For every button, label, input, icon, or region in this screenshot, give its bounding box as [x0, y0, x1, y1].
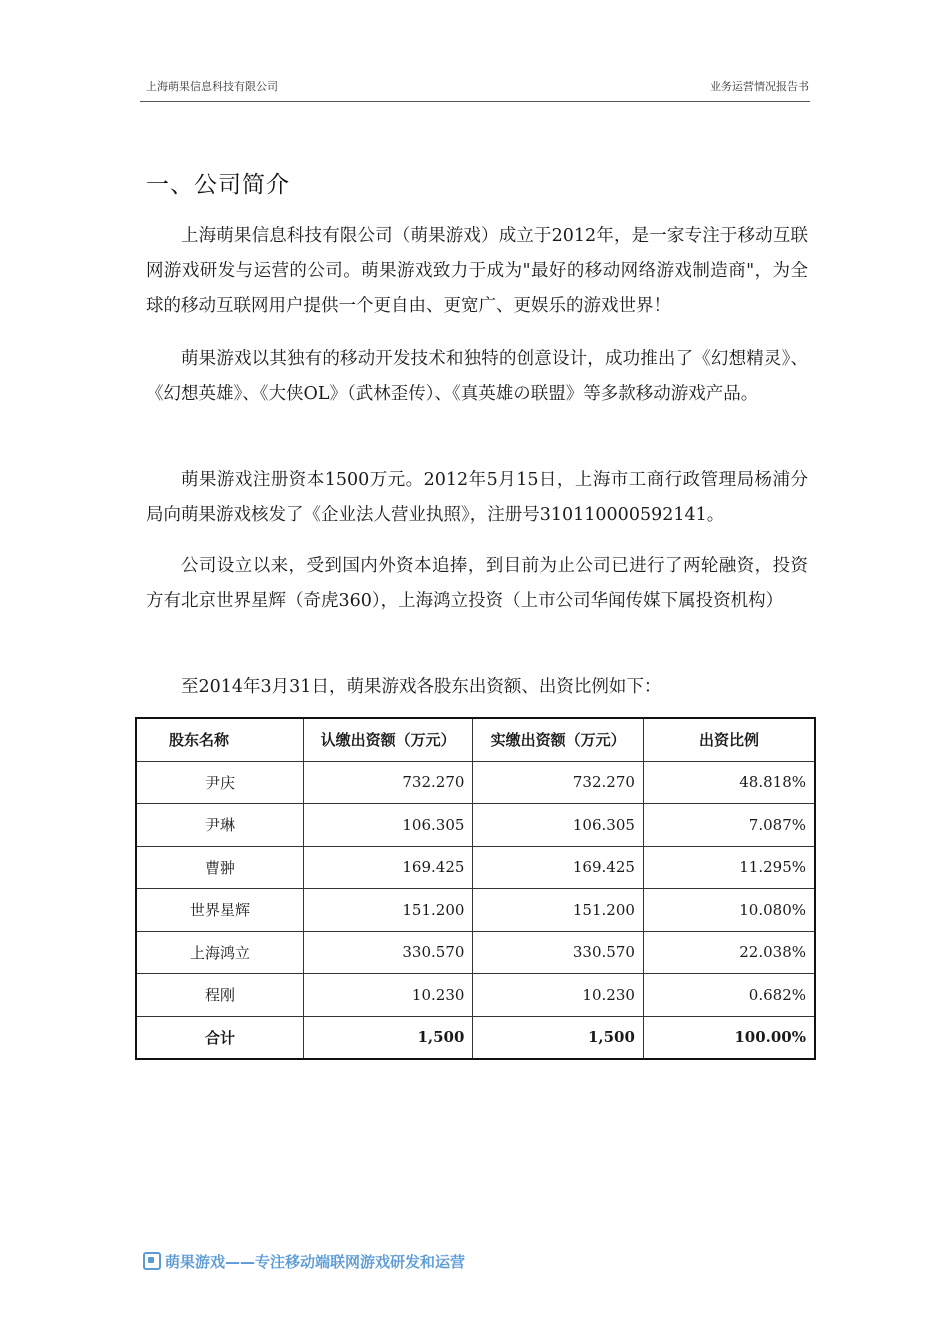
- intro-paragraph-1: [146, 219, 808, 324]
- table-row: [136, 846, 815, 889]
- cell-total-ratio: 100.00%: [643, 1016, 815, 1059]
- cell-ratio: 0.682%: [643, 974, 815, 1017]
- cell-ratio: 10.080%: [643, 889, 815, 932]
- table-total-row: [136, 1016, 815, 1059]
- cell-subscribed: 732.270: [303, 761, 473, 804]
- paragraph-text: 上海萌果信息科技有限公司（萌果游戏）成立于2012年，是一家专注于移动互联网游戏研发与运营的公司。萌果游戏致力于成为"最好的移动网络游戏制造商"，为全球的移动互联网用户提供一个更自由、更宽广、更娱乐的游戏世界！: [146, 226, 808, 316]
- cell-subscribed: 330.570: [303, 931, 473, 974]
- intro-paragraph-3: [146, 463, 808, 533]
- cell-subscribed: 151.200: [303, 889, 473, 932]
- cell-paid: 10.230: [473, 974, 644, 1017]
- header-company: 上海萌果信息科技有限公司: [146, 80, 278, 93]
- table-row: [136, 804, 815, 847]
- table-row: [136, 974, 815, 1017]
- cell-name: 曹翀: [136, 846, 303, 889]
- cell-name: 上海鸿立: [136, 931, 303, 974]
- paragraph-text: 萌果游戏以其独有的移动开发技术和独特的创意设计，成功推出了《幻想精灵》、《幻想英雄》、《大侠OL》（武林歪传）、《真英雄の联盟》等多款移动游戏产品。: [146, 349, 808, 404]
- page-footer: [143, 1250, 465, 1272]
- table-row: [136, 931, 815, 974]
- intro-paragraph-5: [146, 670, 808, 705]
- cell-paid: 106.305: [473, 804, 644, 847]
- paragraph-text: 至2014年3月31日，萌果游戏各股东出资额、出资比例如下：: [181, 677, 662, 697]
- cell-paid: 169.425: [473, 846, 644, 889]
- header-doc-title: 业务运营情况报告书: [710, 80, 809, 93]
- cell-ratio: 7.087%: [643, 804, 815, 847]
- footer-slogan: 萌果游戏——专注移动端联网游戏研发和运营: [165, 1252, 466, 1271]
- header-divider: [140, 101, 810, 102]
- table-row: [136, 889, 815, 932]
- page-header: [146, 78, 809, 98]
- cell-paid: 151.200: [473, 889, 644, 932]
- cell-name: 世界星辉: [136, 889, 303, 932]
- paragraph-text: 公司设立以来，受到国内外资本追捧，到目前为止公司已进行了两轮融资，投资方有北京世界星辉（奇虎360），上海鸿立投资（上市公司华闻传媒下属投资机构）: [146, 556, 808, 611]
- shareholder-table: [135, 717, 816, 1060]
- cell-subscribed: 10.230: [303, 974, 473, 1017]
- cell-name: 尹庆: [136, 761, 303, 804]
- table-row: [136, 761, 815, 804]
- cell-ratio: 11.295%: [643, 846, 815, 889]
- header-shareholder-name: 股东名称: [136, 718, 303, 761]
- cell-ratio: 48.818%: [643, 761, 815, 804]
- cell-name: 程刚: [136, 974, 303, 1017]
- cell-subscribed: 106.305: [303, 804, 473, 847]
- paragraph-text: 萌果游戏注册资本1500万元。2012年5月15日，上海市工商行政管理局杨浦分局向萌果游戏核发了《企业法人营业执照》，注册号310110000592141。: [146, 470, 808, 525]
- mengguo-logo-icon: [143, 1252, 161, 1270]
- intro-paragraph-2: [146, 342, 808, 412]
- section-title: 一、公司简介: [146, 172, 290, 198]
- cell-total-label: 合计: [136, 1016, 303, 1059]
- cell-paid: 732.270: [473, 761, 644, 804]
- cell-subscribed: 169.425: [303, 846, 473, 889]
- cell-name: 尹琳: [136, 804, 303, 847]
- header-paid-capital: 实缴出资额（万元）: [473, 718, 644, 761]
- intro-paragraph-4: [146, 549, 808, 619]
- cell-total-subscribed: 1,500: [303, 1016, 473, 1059]
- header-share-ratio: 出资比例: [643, 718, 815, 761]
- cell-paid: 330.570: [473, 931, 644, 974]
- table-header-row: [136, 718, 815, 761]
- header-subscribed-capital: 认缴出资额（万元）: [303, 718, 473, 761]
- cell-total-paid: 1,500: [473, 1016, 644, 1059]
- cell-ratio: 22.038%: [643, 931, 815, 974]
